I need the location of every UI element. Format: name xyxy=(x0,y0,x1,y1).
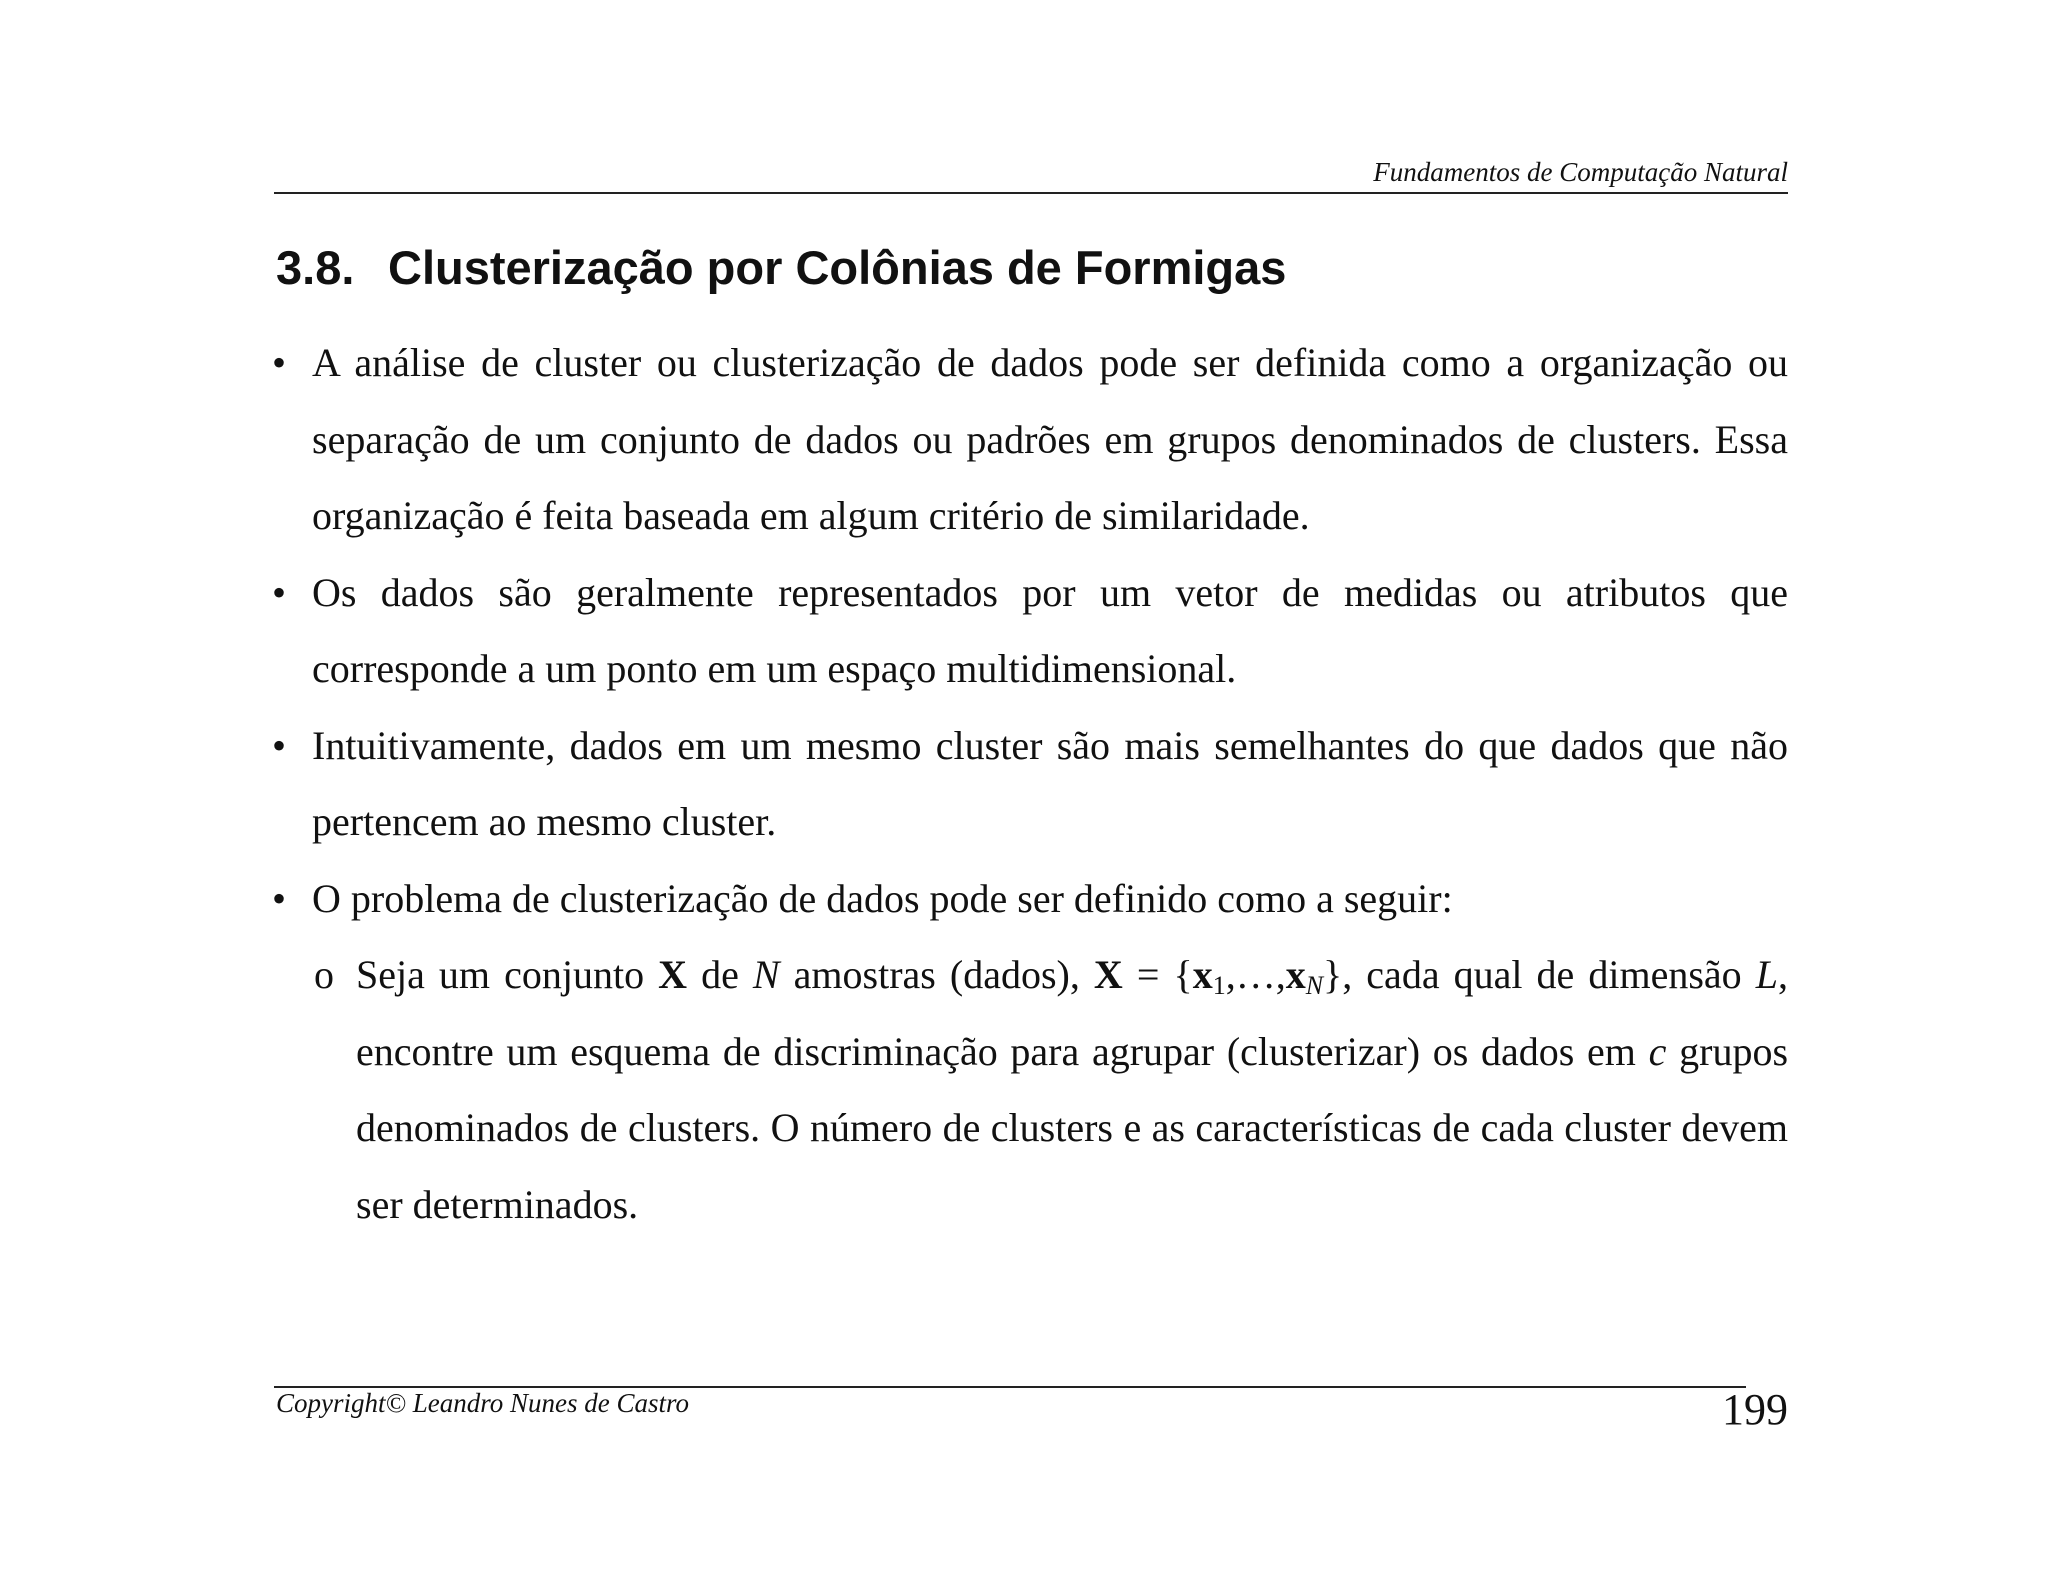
math-c: c xyxy=(1648,1028,1667,1074)
bullet-text: Intuitivamente, dados em um mesmo cluster são mais semelhantes do que dados que não pertencem ao mesmo cluster. xyxy=(312,722,1788,844)
math-subscript: N xyxy=(1305,971,1324,1000)
sub-bullet-item xyxy=(272,937,1788,1243)
sub-text: grupos denominados de clusters. O número de clusters e as características de cada cluster devem ser determinados. xyxy=(356,1028,1789,1227)
section-title-text: Clusterização por Colônias de Formigas xyxy=(388,241,1287,294)
math-vector-x: x xyxy=(1192,952,1213,997)
circle-bullet-icon: o xyxy=(314,952,334,997)
bullet-text: O problema de clusterização de dados pode ser definido como a seguir: xyxy=(312,875,1453,921)
sub-text: de xyxy=(687,952,753,997)
bullet-text: A análise de cluster ou clusterização de dados pode ser definida como a organização ou separação de um conjunto de dados ou padrões em grupos denominados de clusters. Essa organização é feita baseada em algum critério de similaridade. xyxy=(312,340,1788,538)
page-number: 199 xyxy=(1722,1385,1788,1434)
sub-text: }, cada qual de dimensão xyxy=(1323,952,1756,997)
sub-text: , encontre um esquema de discriminação para agrupar (clusterizar) os dados em xyxy=(356,952,1788,1074)
math-l: L xyxy=(1755,952,1778,997)
header-divider xyxy=(274,192,1788,194)
math-subscript: 1 xyxy=(1212,971,1226,1000)
bullet-icon: • xyxy=(272,722,287,768)
math-vector-x: x xyxy=(1285,952,1306,997)
bullet-icon: • xyxy=(272,340,287,385)
bullet-icon: • xyxy=(272,875,287,921)
sub-text: amostras (dados), xyxy=(779,952,1094,997)
sub-text: Seja um conjunto xyxy=(356,952,659,997)
math-set-x: X xyxy=(1093,952,1123,997)
math-n: N xyxy=(752,952,780,997)
sub-text: = { xyxy=(1122,952,1193,997)
section-title xyxy=(276,240,1286,295)
math-set-x: X xyxy=(658,952,688,997)
body-content xyxy=(272,325,1788,1243)
bullet-text: Os dados são geralmente representados por um vetor de medidas ou atributos que corresponde a um ponto em um espaço multidimensional. xyxy=(312,569,1788,691)
bullet-item xyxy=(272,325,1788,555)
bullet-item xyxy=(272,555,1788,708)
bullet-item xyxy=(272,708,1788,861)
bullet-icon: • xyxy=(272,569,287,615)
sub-text: ,…, xyxy=(1225,952,1286,997)
bullet-item xyxy=(272,861,1788,938)
section-number: 3.8. xyxy=(276,241,355,294)
running-header: Fundamentos de Computação Natural xyxy=(1373,157,1788,187)
sub-list xyxy=(272,937,1788,1243)
copyright-text: Copyright© Leandro Nunes de Castro xyxy=(276,1388,690,1418)
